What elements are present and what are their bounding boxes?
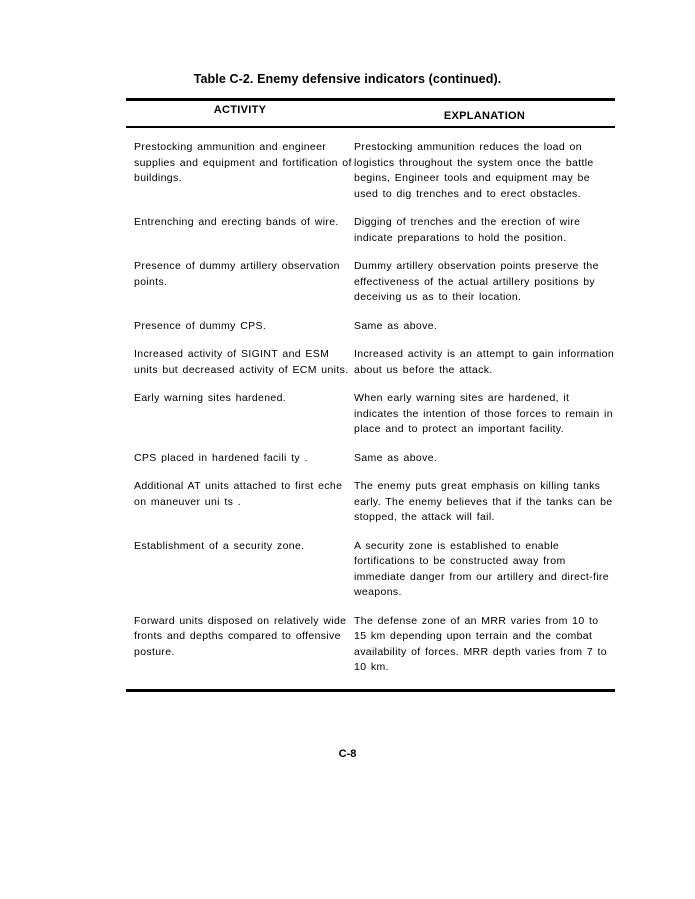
cell-activity: CPS placed in hardened facili ty . [134, 451, 308, 464]
cell-explanation: Prestocking ammunition reduces the load on logistics throughout the system once the battle begins, Engineer tools and equipment may be used to dig trenches and to erect obstacles. [354, 141, 594, 200]
cell-explanation: Same as above. [354, 451, 438, 464]
column-header-explanation: EXPLANATION [443, 110, 526, 122]
table-row [126, 539, 615, 601]
table-row [126, 140, 615, 202]
table-body [126, 128, 615, 676]
cell-activity: Presence of dummy artillery observation points. [134, 260, 340, 288]
cell-activity: Additional AT units attached to first eche on maneuver uni ts . [134, 480, 343, 508]
cell-explanation: The enemy puts great emphasis on killing tanks early. The enemy believes that if the tanks can be stopped, the attack will fail. [354, 480, 613, 523]
table-caption: Table C-2. Enemy defensive indicators (continued). [193, 72, 502, 86]
cell-explanation: When early warning sites are hardened, it indicates the intention of those forces to remain in place and to protect an important facility. [354, 392, 613, 435]
cell-explanation: A security zone is established to enable fortifications to be constructed away from immediate danger from our artillery and direct-fire weapons. [354, 539, 609, 598]
cell-activity: Forward units disposed on relatively wide fronts and depths compared to offensive posture. [134, 614, 347, 658]
indicators-table [126, 98, 615, 692]
cell-activity: Early warning sites hardened. [134, 392, 287, 404]
cell-explanation: Same as above. [354, 319, 438, 332]
page-number: C-8 [338, 748, 357, 760]
table-row [126, 391, 615, 438]
table-row [126, 259, 615, 306]
column-header-activity: ACTIVITY [213, 104, 267, 116]
cell-activity: Entrenching and erecting bands of wire. [134, 216, 339, 228]
cell-explanation: Dummy artillery observation points preserve the effectiveness of the actual artillery positions by deceiving us as to their location. [354, 260, 599, 303]
table-row [126, 451, 615, 467]
table-bottom-rule [126, 689, 615, 692]
cell-explanation: The defense zone of an MRR varies from 10 to 15 km depending upon terrain and the combat availability of forces. MRR depth varies from 7 to 10 km. [354, 614, 607, 673]
cell-activity: Establishment of a security zone. [134, 539, 305, 552]
cell-explanation: Digging of trenches and the erection of wire indicate preparations to hold the position. [354, 216, 581, 244]
cell-activity: Presence of dummy CPS. [134, 319, 267, 332]
table-row [126, 614, 615, 676]
table-row [126, 319, 615, 335]
cell-activity: Prestocking ammunition and engineer supplies and equipment and fortification of buildings. [134, 141, 352, 184]
table-row [126, 479, 615, 526]
table-row [126, 215, 615, 246]
cell-explanation: Increased activity is an attempt to gain information about us before the attack. [354, 348, 615, 376]
cell-activity: Increased activity of SIGINT and ESM units but decreased activity of ECM units. [134, 348, 349, 376]
table-row [126, 347, 615, 378]
table-header-row [126, 101, 615, 126]
